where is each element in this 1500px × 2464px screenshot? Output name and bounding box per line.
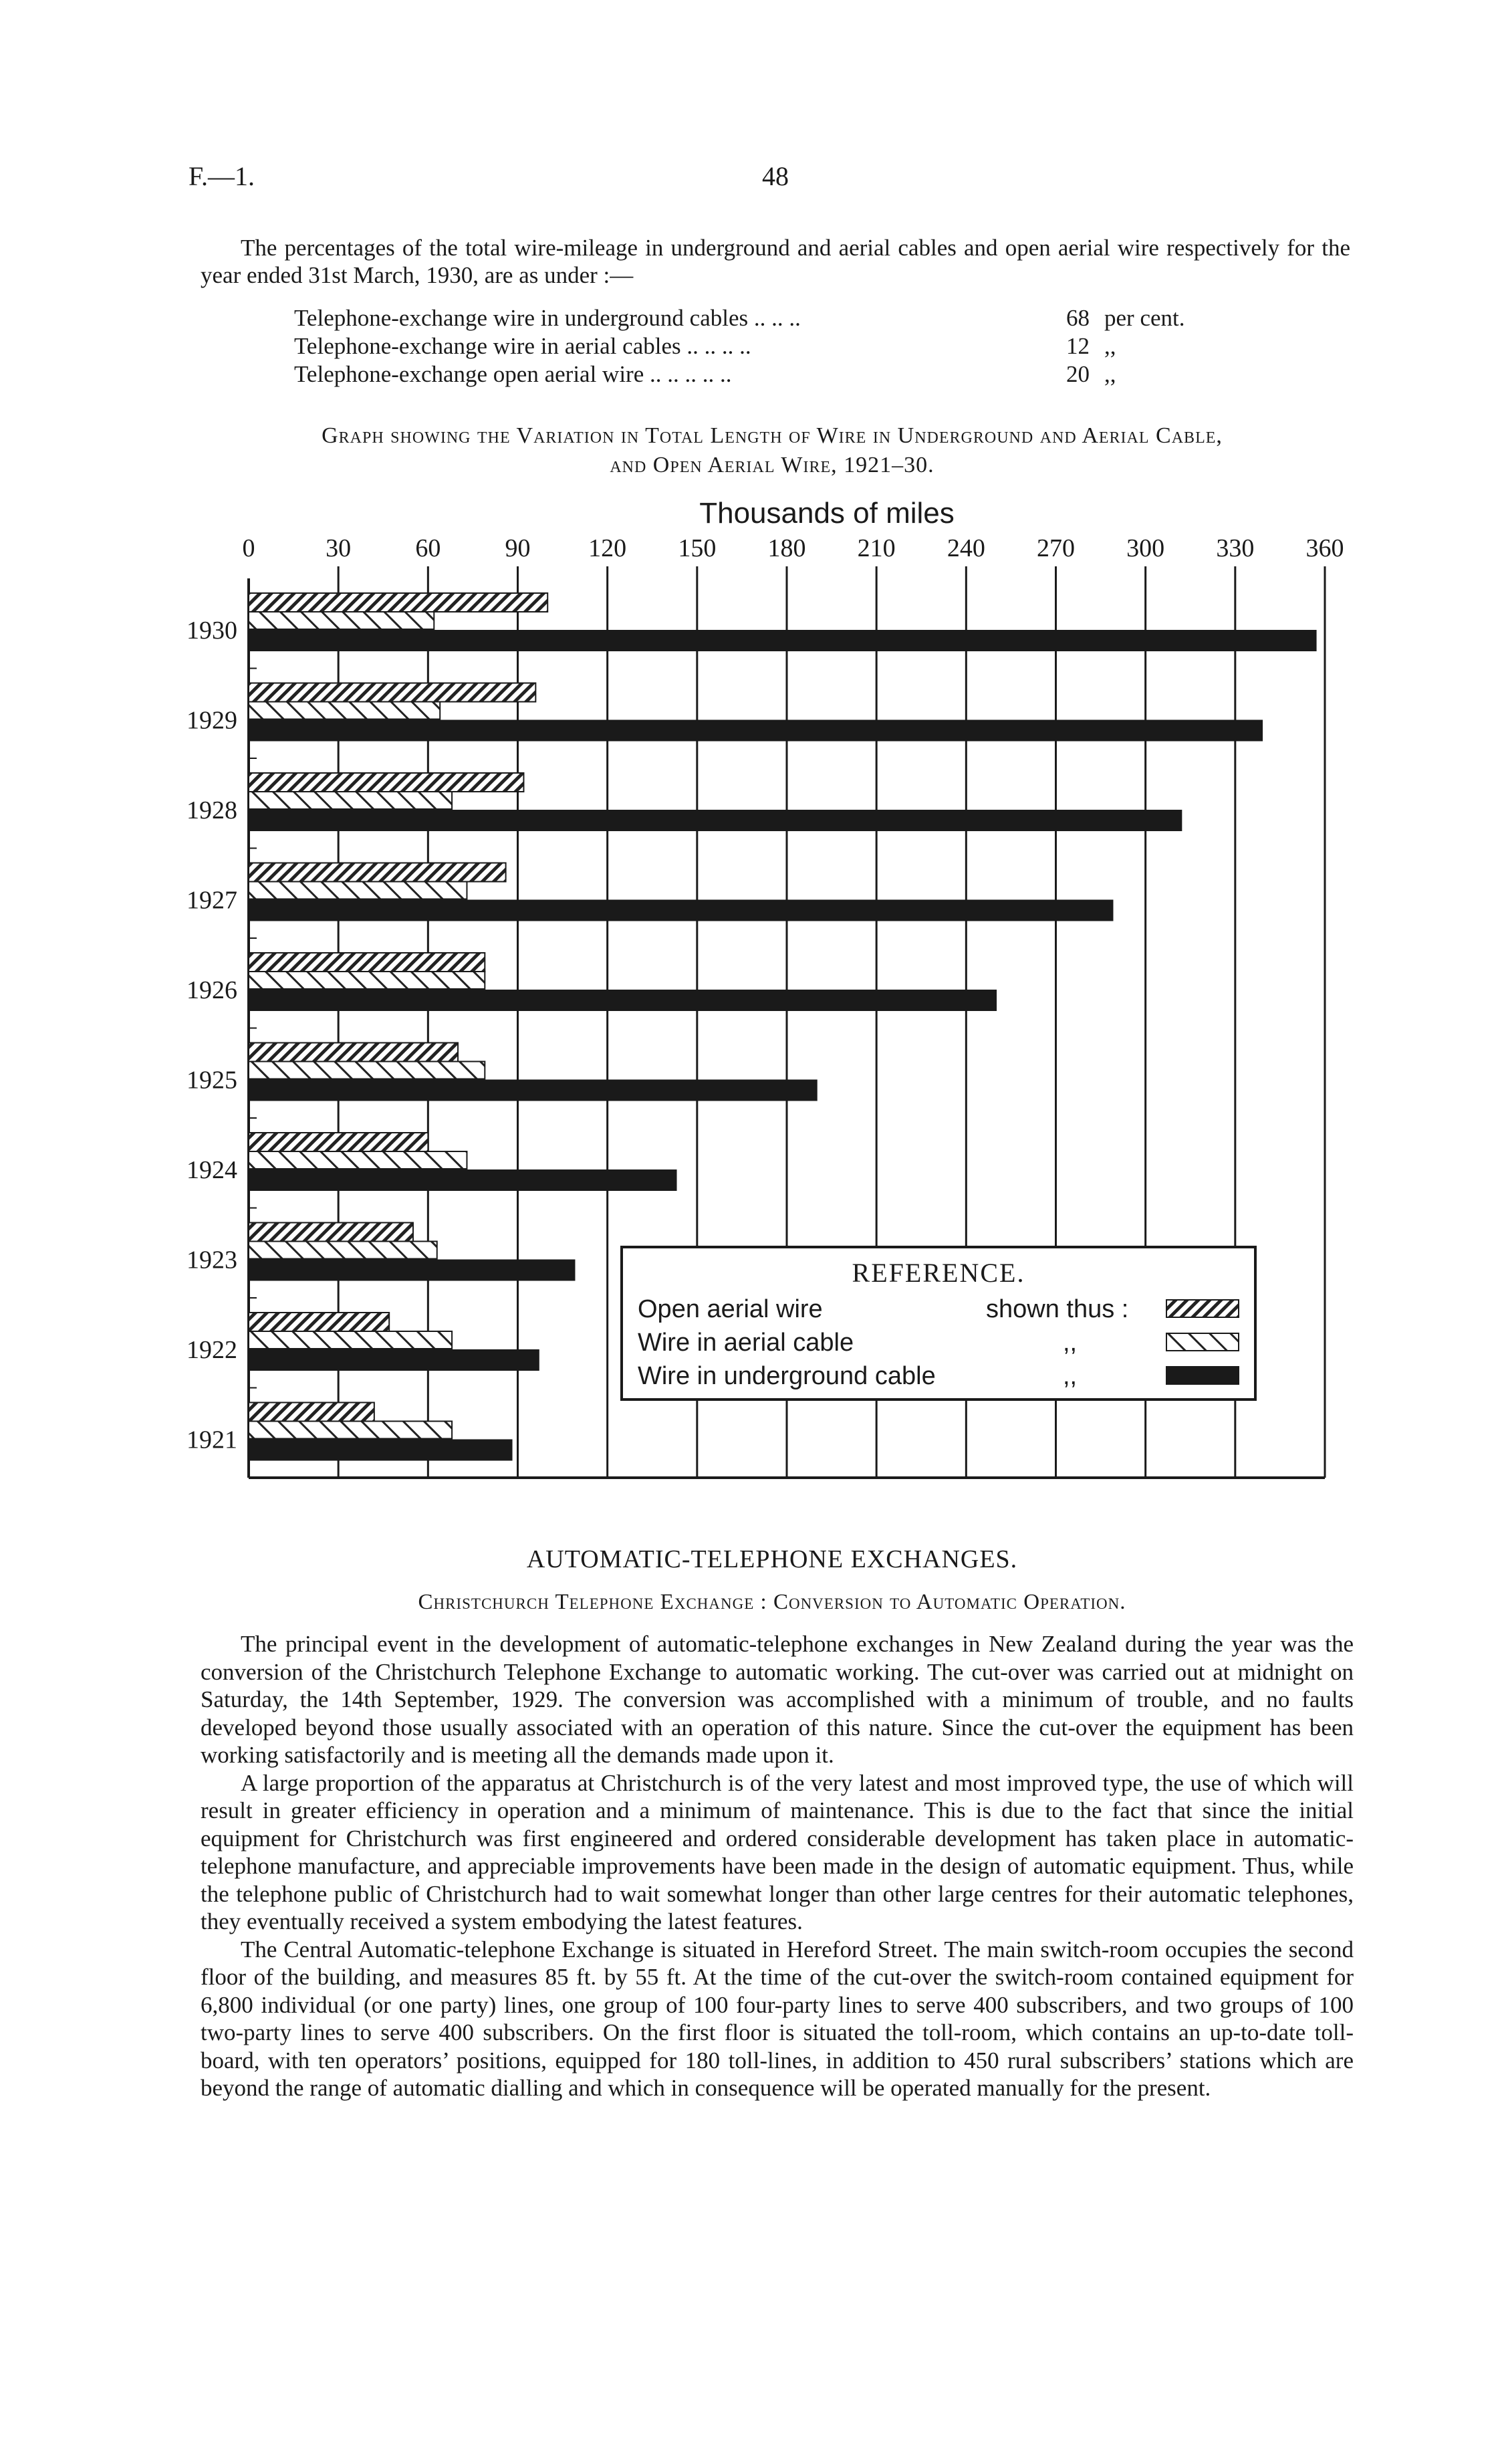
bar-underground-cable xyxy=(249,810,1181,830)
legend-shown-thus: shown thus : xyxy=(986,1295,1129,1323)
percentage-value: 68 xyxy=(1066,305,1090,331)
legend-ditto: ,, xyxy=(1063,1329,1078,1357)
bar-open-aerial xyxy=(249,1223,413,1242)
percentage-label: Telephone-exchange wire in underground cables .. .. .. xyxy=(294,305,801,331)
x-tick-label: 360 xyxy=(1305,534,1344,562)
bar-open-aerial xyxy=(249,1043,458,1062)
legend-title: REFERENCE. xyxy=(852,1258,1025,1288)
bar-open-aerial xyxy=(249,1313,389,1331)
bar-aerial-cable xyxy=(249,972,485,989)
bar-underground-cable xyxy=(249,1350,539,1370)
graph-title-line-2: and Open Aerial Wire, 1921–30. xyxy=(610,453,934,477)
x-tick-label: 180 xyxy=(767,534,806,562)
section-subheading: Christchurch Telephone Exchange : Conversion to Automatic Operation. xyxy=(418,1590,1126,1614)
paragraph: The Central Automatic-telephone Exchange is situated in Hereford Street. The main switch-room occupies the second floor of the building, and measures 85 ft. by 55 ft. At the time of the cut-over the switch-room contained equipment for 6,800 individual (or one party) lines, one group of 100 four-party lines to serve 400 subscribers, and two groups of 100 two-party lines to serve 400 subscribers. On the first floor is situated the toll-room, which contains an up-to-date toll-board, with ten operators’ positions, equipped for 180 toll-lines, in addition to 450 rural subscribers’ stations which are beyond the range of automatic dialling and which in consequence will be operated manually for the present. xyxy=(201,1936,1354,2101)
bar-aerial-cable xyxy=(249,1062,485,1079)
year-label: 1928 xyxy=(186,796,237,824)
legend-swatch xyxy=(1166,1367,1239,1384)
x-tick-label: 210 xyxy=(857,534,896,562)
bar-underground-cable xyxy=(249,1260,574,1280)
bar-open-aerial xyxy=(249,773,523,792)
chart-title: Thousands of miles xyxy=(699,497,955,530)
percentage-label: Telephone-exchange wire in aerial cables .. .. .. .. xyxy=(294,333,751,359)
x-tick-label: 270 xyxy=(1037,534,1075,562)
bar-underground-cable xyxy=(249,901,1112,921)
x-tick-label: 240 xyxy=(947,534,985,562)
x-tick-label: 90 xyxy=(505,534,531,562)
x-tick-label: 120 xyxy=(588,534,627,562)
body-text xyxy=(201,1630,1354,2102)
legend-swatch xyxy=(1166,1333,1239,1351)
year-label: 1921 xyxy=(186,1426,237,1454)
x-tick-label: 300 xyxy=(1126,534,1165,562)
legend-label: Open aerial wire xyxy=(638,1295,823,1323)
bar-underground-cable xyxy=(249,990,996,1010)
paragraph: A large proportion of the apparatus at Christchurch is of the very latest and most improved type, the use of which will result in greater efficiency in operation and a minimum of maintenance. This is due to the fact that since the initial equipment for Christchurch was first engineered and ordered considerable development has taken place in automatic-telephone manufacture, and appreciable improvements have been made in the design of automatic equipment. Thus, while the telephone public of Christchurch had to wait somewhat longer than other large centres for their automatic telephones, they eventually received a system embodying the latest features. xyxy=(201,1769,1354,1934)
percentage-label: Telephone-exchange open aerial wire .. .. .. .. .. xyxy=(294,361,732,387)
bar-underground-cable xyxy=(249,1170,676,1190)
x-tick-label: 330 xyxy=(1216,534,1255,562)
percentage-value: 20 xyxy=(1066,361,1090,387)
percentage-unit: ,, xyxy=(1104,361,1116,387)
legend-ditto: ,, xyxy=(1063,1362,1078,1390)
bar-aerial-cable xyxy=(249,1242,437,1259)
paragraph: The principal event in the development of automatic-telephone exchanges in New Zealand during the year was the conversion of the Christchurch Telephone Exchange to automatic working. The cut-over was carried out at midnight on Saturday, the 14th September, 1929. The conversion was accomplished with a minimum of trouble, and no faults developed beyond those usually associated with an operation of this nature. Since the cut-over the equipment has been working satisfactorily and is meeting all the demands made upon it. xyxy=(201,1631,1354,1768)
year-label: 1926 xyxy=(186,976,237,1004)
legend-label: Wire in underground cable xyxy=(638,1362,936,1390)
x-tick-label: 0 xyxy=(242,534,255,562)
page-number: 48 xyxy=(762,161,789,191)
legend-label: Wire in aerial cable xyxy=(638,1329,854,1357)
bar-aerial-cable xyxy=(249,612,434,629)
x-tick-label: 60 xyxy=(415,534,441,562)
year-label: 1930 xyxy=(186,617,237,645)
year-label: 1927 xyxy=(186,886,237,915)
section-heading: AUTOMATIC-TELEPHONE EXCHANGES. xyxy=(526,1545,1018,1573)
year-label: 1924 xyxy=(186,1156,237,1184)
year-label: 1925 xyxy=(186,1066,237,1095)
page-ref: F.—1. xyxy=(189,161,255,191)
year-label: 1923 xyxy=(186,1246,237,1274)
year-label: 1929 xyxy=(186,706,237,735)
bar-open-aerial xyxy=(249,863,506,882)
x-tick-label: 30 xyxy=(326,534,352,562)
bar-aerial-cable xyxy=(249,882,467,899)
bar-aerial-cable xyxy=(249,702,440,719)
bar-underground-cable xyxy=(249,1081,817,1101)
graph-title-line-1: Graph showing the Variation in Total Length of Wire in Underground and Aerial Cable, xyxy=(322,423,1223,448)
percentage-value: 12 xyxy=(1066,333,1090,359)
year-label: 1922 xyxy=(186,1336,237,1364)
bar-open-aerial xyxy=(249,1133,428,1151)
bar-aerial-cable xyxy=(249,1331,452,1349)
bar-open-aerial xyxy=(249,1403,374,1422)
x-tick-label: 150 xyxy=(678,534,717,562)
bar-aerial-cable xyxy=(249,1151,467,1169)
bar-open-aerial xyxy=(249,683,535,702)
percentage-unit: per cent. xyxy=(1104,305,1185,331)
bar-underground-cable xyxy=(249,1440,512,1460)
legend-swatch xyxy=(1166,1300,1239,1317)
bar-aerial-cable xyxy=(249,1422,452,1439)
percentage-unit: ,, xyxy=(1104,333,1116,359)
bar-underground-cable xyxy=(249,631,1316,651)
chart-legend xyxy=(622,1247,1255,1399)
intro-text: The percentages of the total wire-mileage in underground and aerial cables and open aerial wire respectively for the year ended 31st March, 1930, are as under :— xyxy=(201,235,1350,288)
bar-aerial-cable xyxy=(249,792,452,809)
bar-open-aerial xyxy=(249,953,485,972)
bar-underground-cable xyxy=(249,721,1262,741)
bar-open-aerial xyxy=(249,593,547,612)
